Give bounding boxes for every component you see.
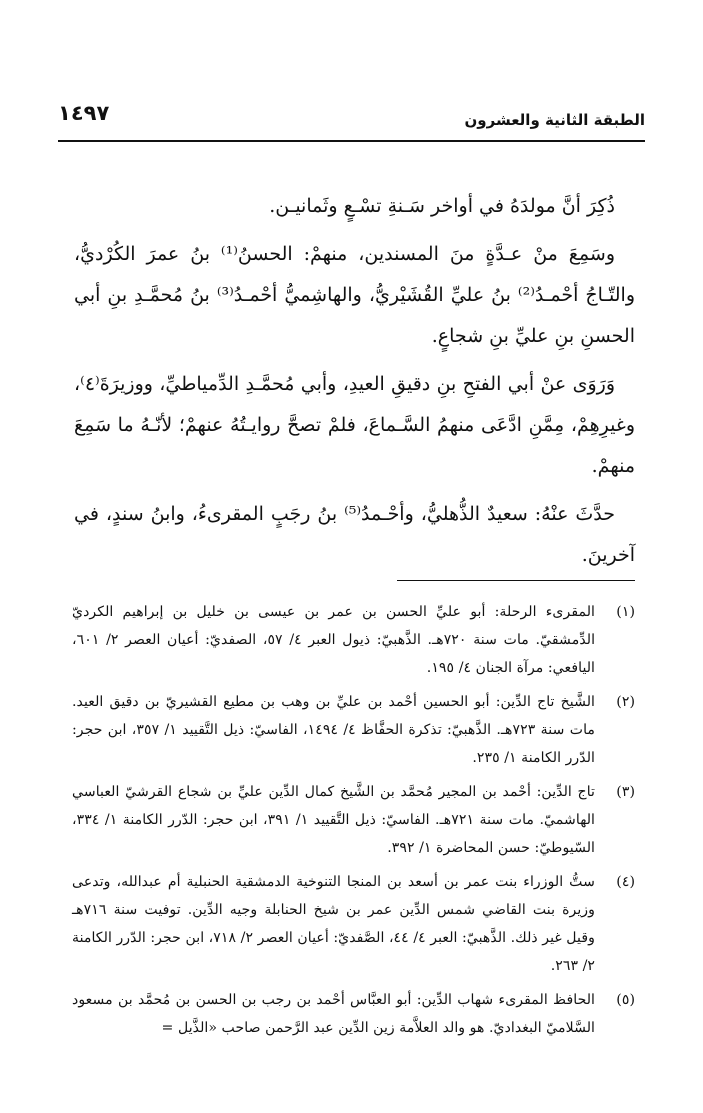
footnote-1 — [72, 598, 635, 682]
footnote-number: (٢) — [616, 694, 635, 710]
footnote-number: (٥) — [616, 992, 635, 1008]
footnote-2 — [72, 688, 635, 772]
paragraph-heard-from: وسَمِعَ منْ عـدَّةٍ منَ المسندين، منهمْ: الحسنُ⁽¹⁾ بنُ عمرَ الكُرْديُّ، والتّـاجُ أحْمـدُ⁽²⁾ بنُ عليِّ القُشَيْريُّ، والهاشِميُّ أحْمـدُ⁽³⁾ بنُ مُحمَّـدِ بنِ أبي الحسنِ بنِ عليِّ بنِ شجاعٍ. — [74, 243, 635, 347]
footnote-text: الحافظ المقرىء شهاب الدِّين: أبو العبَّاس أحْمد بن رجب بن الحسن بن مُحمَّد بن مسعود السَّلاميّ البغداديّ. هو والد العلاَّمة زين الدِّين عبد الرَّحمن صاحب «الذَّيل = — [72, 992, 595, 1036]
footnotes — [72, 598, 635, 1048]
footnote-5 — [72, 986, 635, 1042]
paragraph-narrated-from: وَرَوَى عنْ أبي الفتحِ بنِ دقيقِ العيدِ، وأبي مُحمَّـدِ الدِّمياطيِّ، ووزيرَةَ⁽٤⁾، وغيرِهِمْ، مِمَّنِ ادَّعَى منهمُ السَّـماعَ، فلمْ تصحَّ روايـتُهُ عنهمْ؛ لأنّـهُ ما سَمِعَ منهمْ. — [74, 373, 635, 477]
footnote-number: (٣) — [616, 784, 635, 800]
footnote-rule — [397, 580, 635, 581]
footnote-4 — [72, 868, 635, 980]
running-header — [58, 100, 645, 134]
paragraph-birth: ذُكِرَ أنَّ مولدَهُ في أواخر سَـنةِ تسْـعٍ وثَمانيـن. — [269, 195, 615, 217]
header-rule — [58, 140, 645, 142]
footnote-text: الشَّيخ تاج الدِّين: أبو الحسين أحْمد بن عليِّ بن وهب بن مطيع القشيريّ بن دقيق العيد. مات سنة ٧٢٣هـ. الذَّهبيّ: تذكرة الحفَّاظ ٤/ ١٤٩٤، الفاسيّ: ذيل التَّقييد ١/ ٣٥٧، ابن حجر: الدّرر الكامنة ١/ ٢٣٥. — [72, 694, 596, 766]
footnote-text: المقرىء الرحلة: أبو عليِّ الحسن بن عمر بن عيسى بن خليل بن إبراهيم الكرديّ الدِّمشقيّ. مات سنة ٧٢٠هـ. الذَّهبيّ: ذيول العبر ٤/ ٥٧، الصفديّ: أعيان العصر ٢/ ٦٠١، اليافعي: مرآة الجنان ٤/ ١٩٥. — [72, 604, 596, 676]
footnote-3 — [72, 778, 635, 862]
footnote-text: ستُّ الوزراء بنت عمر بن أسعد بن المنجا التنوخية الدمشقية الحنبلية أم عبدالله، وتدعى وزيرة بنت القاضي شمس الدِّين عمر بن شيخ الحنابلة وجيه الدِّين. توفيت سنة ٧١٦هـ وقيل غير ذلك. الذَّهبيّ: العبر ٤/ ٤٤، الصَّفديّ: أعيان العصر ٢/ ٧١٨، ابن حجر: الدّرر الكامنة ٢/ ٢٦٣. — [72, 874, 595, 974]
page-number: ١٤٩٧ — [58, 101, 110, 125]
footnote-text: تاج الدِّين: أحْمد بن المجير مُحمَّد بن الشَّيخ كمال الدِّين عليِّ بن شجاع القرشيّ العباسي الهاشميّ. مات سنة ٧٢١هـ. الفاسيّ: ذيل التَّقييد ١/ ٣٩١، ابن حجر: الدّرر الكامنة ١/ ٣٣٤، السّيوطيّ: حسن المحاضرة ١/ ٣٩٢. — [72, 784, 595, 856]
running-title: الطبقة الثانية والعشرون — [464, 111, 645, 129]
footnote-number: (١) — [616, 604, 635, 620]
footnote-number: (٤) — [616, 874, 635, 890]
paragraph-narrated-by: حدَّثَ عنْهُ: سعيدٌ الذُّهليُّ، وأحْـمدُ⁽⁵⁾ بنُ رجَبٍ المقرىءُ، وابنُ سندٍ، في آخرينَ. — [74, 503, 635, 566]
main-text — [74, 186, 635, 583]
